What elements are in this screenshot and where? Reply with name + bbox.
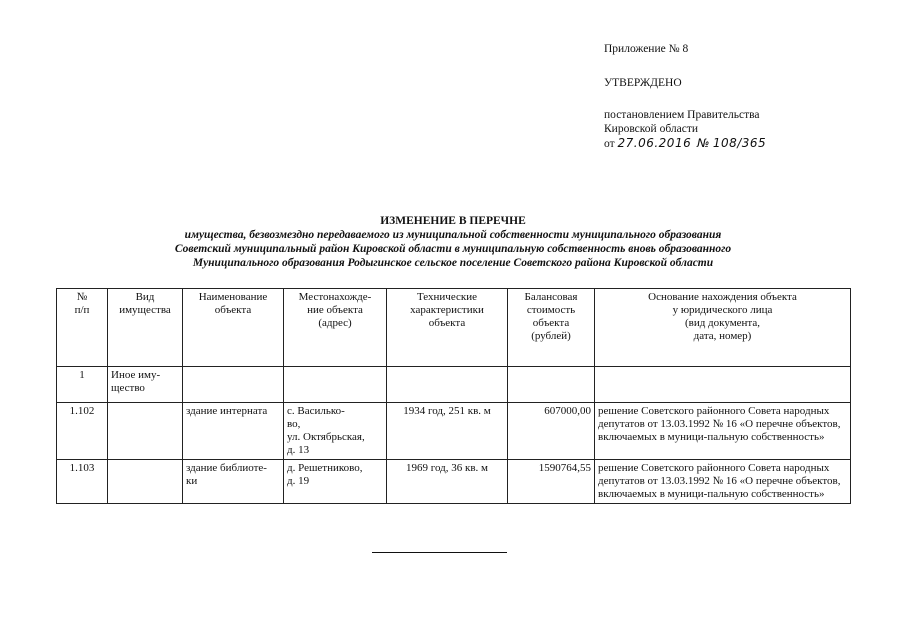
table-row — [57, 403, 851, 460]
col-header-cost: Балансовая стоимость объекта (рублей) — [508, 289, 595, 367]
appendix-number: Приложение № 8 — [604, 43, 689, 55]
table-row — [57, 460, 851, 504]
heading-line-2: Советский муниципальный район Кировской области в муниципальную собственность вновь образованного — [174, 243, 732, 255]
col-header-name: Наименование объекта — [183, 289, 284, 367]
cell-cost: 607000,00 — [508, 403, 595, 460]
table-header-row — [57, 289, 851, 367]
document-title: ИЗМЕНЕНИЕ В ПЕРЕЧНЕ — [380, 215, 526, 227]
cell-address: с. Василько- во, ул. Октябрьская, д. 13 — [284, 403, 387, 460]
col-header-address: Местонахожде- ние объекта (адрес) — [284, 289, 387, 367]
approved-label: УТВЕРЖДЕНО — [604, 77, 682, 89]
table-row — [57, 367, 851, 403]
footer-divider — [372, 552, 507, 553]
handwritten-date: 27.06.2016 — [617, 136, 692, 150]
cell-address — [284, 367, 387, 403]
approval-date-line — [604, 136, 894, 151]
heading-line-3: Муниципального образования Родыгинское сельское поселение Советского района Кировской области — [192, 257, 714, 269]
cell-tech: 1969 год, 36 кв. м — [387, 460, 508, 504]
col-header-type: Вид имущества — [108, 289, 183, 367]
cell-basis: решение Советского районного Совета народных депутатов от 13.03.1992 № 16 «О перечне объектов, включаемых в муници-пальную собственность» — [595, 460, 851, 504]
col-header-tech: Технические характеристики объекта — [387, 289, 508, 367]
col-header-number: № п/п — [57, 289, 108, 367]
cell-number: 1.103 — [57, 460, 108, 504]
document-heading — [80, 214, 826, 270]
approval-block — [604, 42, 894, 151]
cell-name — [183, 367, 284, 403]
cell-number: 1 — [57, 367, 108, 403]
cell-tech — [387, 367, 508, 403]
cell-name: здание библиоте- ки — [183, 460, 284, 504]
cell-cost — [508, 367, 595, 403]
approval-line-1: постановлением Правительства — [604, 109, 760, 121]
handwritten-number: 108/365 — [712, 136, 767, 150]
cell-tech: 1934 год, 251 кв. м — [387, 403, 508, 460]
approval-line-2: Кировской области — [604, 123, 699, 135]
cell-basis — [595, 367, 851, 403]
cell-type — [108, 403, 183, 460]
heading-line-1: имущества, безвозмездно передаваемого из муниципальной собственности муниципального образования — [184, 229, 722, 241]
number-prefix: № — [696, 136, 710, 150]
cell-number: 1.102 — [57, 403, 108, 460]
date-prefix: от — [604, 138, 615, 150]
cell-name: здание интерната — [183, 403, 284, 460]
property-table — [56, 288, 851, 504]
cell-type — [108, 460, 183, 504]
cell-type: Иное иму- щество — [108, 367, 183, 403]
cell-cost: 1590764,55 — [508, 460, 595, 504]
cell-basis: решение Советского районного Совета народных депутатов от 13.03.1992 № 16 «О перечне объектов, включаемых в муници-пальную собственность» — [595, 403, 851, 460]
col-header-basis: Основание нахождения объекта у юридического лица (вид документа, дата, номер) — [595, 289, 851, 367]
cell-address: д. Решетниково, д. 19 — [284, 460, 387, 504]
